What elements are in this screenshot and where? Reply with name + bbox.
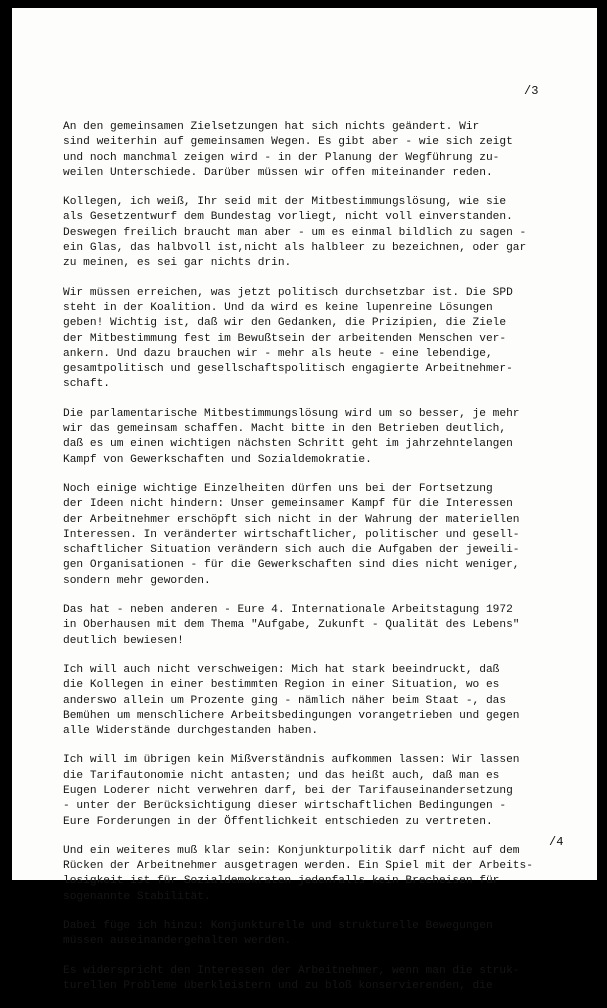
paragraph: Dabei füge ich hinzu: Konjunkturelle und strukturelle Bewegungen müssen auseinandergehalten werden.: [63, 920, 493, 948]
paragraph: Es widerspricht den Interessen der Arbeitnehmer, wenn man die struk- turellen Probleme überkleistern und zu bloß konservierenden, die: [63, 964, 520, 992]
paragraph: An den gemeinsamen Zielsetzungen hat sich nichts geändert. Wir sind weiterhin auf gemeinsamen Wegen. Es gibt aber - wie sich zeigt und noch manchmal zeigen wird - in der Planung der Wegführung zu- weilen Unterschiede. Darüber müssen wir offen miteinander reden.: [63, 121, 513, 179]
paragraph: Ich will im übrigen kein Mißverständnis aufkommen lassen: Wir lassen die Tarifautonomie nicht antasten; und das heißt auch, daß man es Eugen Loderer nicht verwehren darf, bei der Tarifauseinandersetzung - unter der Berücksichtigung dieser wirtschaftlichen Bedingungen - Eure Forderungen in der Öffentlichkeit entschieden zu vertreten.: [63, 754, 520, 828]
page-number-bottom: /4: [549, 835, 564, 849]
document-page: [12, 8, 597, 992]
paragraph: Ich will auch nicht verschweigen: Mich hat stark beeindruckt, daß die Kollegen in einer bestimmten Region in einer Situation, wo es anderswo allein um Prozente ging - nämlich näher beim Staat -, das Bemühen um menschlichere Arbeitsbedingungen vorangetrieben und gegen alle Widerstände durchgestanden haben.: [63, 663, 520, 738]
paragraph: Wir müssen erreichen, was jetzt politisch durchsetzbar ist. Die SPD steht in der Koalition. Und da wird es keine lupenreine Lösungen geben! Wichtig ist, daß wir den Gedanken, die Prizipien, die Ziele der Mitbestimmung fest im Bewußtsein der arbeitenden Menschen ver- ankern. Und dazu brauchen wir - mehr als heute - eine lebendige, gesamtpolitisch und gesellschaftspolitisch engagierte Arbeitnehmer- schaft.: [63, 286, 513, 391]
paragraph: Und ein weiteres muß klar sein: Konjunkturpolitik darf nicht auf dem Rücken der Arbeitnehmer ausgetragen werden. Ein Spiel mit der Arbeits- losigkeit ist für Sozialdemokraten jedenfalls kein Brecheisen für sogenannte Stabilität.: [63, 844, 533, 903]
paragraph: Das hat - neben anderen - Eure 4. Internationale Arbeitstagung 1972 in Oberhausen mit dem Thema "Aufgabe, Zukunft - Qualität des Lebens" deutlich bewiesen!: [63, 604, 520, 647]
page-number-top: /3: [524, 84, 539, 98]
paragraph: Noch einige wichtige Einzelheiten dürfen uns bei der Fortsetzung der Ideen nicht hindern: Unser gemeinsamer Kampf für die Interessen der Arbeitnehmer erschöpft sich nicht in der Wahrung der materiellen Interessen. In veränderter wirtschaftlicher, politischer und gesell- schaftlicher Situation verändern sich auch die Aufgaben der jeweili- gen Organisationen - für die Gewerkschaften sind dies nicht weniger, sondern mehr geworden.: [63, 482, 520, 587]
paragraph: Die parlamentarische Mitbestimmungslösung wird um so besser, je mehr wir das gemeinsam schaffen. Macht bitte in den Betrieben deutlich, daß es um einen wichtigen nächsten Schritt geht im jahrzehntelangen Kampf von Gewerkschaften und Sozialdemokratie.: [63, 407, 520, 466]
document-body: [63, 120, 555, 1008]
paragraph: Kollegen, ich weiß, Ihr seid mit der Mitbestimmungslösung, wie sie als Gesetzentwurf dem Bundestag vorliegt, nicht voll einverstanden. Deswegen freilich braucht man aber - um es einmal bildlich zu sagen - ein Glas, das halbvoll ist,nicht als halbleer zu bezeichnen, oder gar zu meinen, es sei gar nichts drin.: [63, 196, 527, 270]
